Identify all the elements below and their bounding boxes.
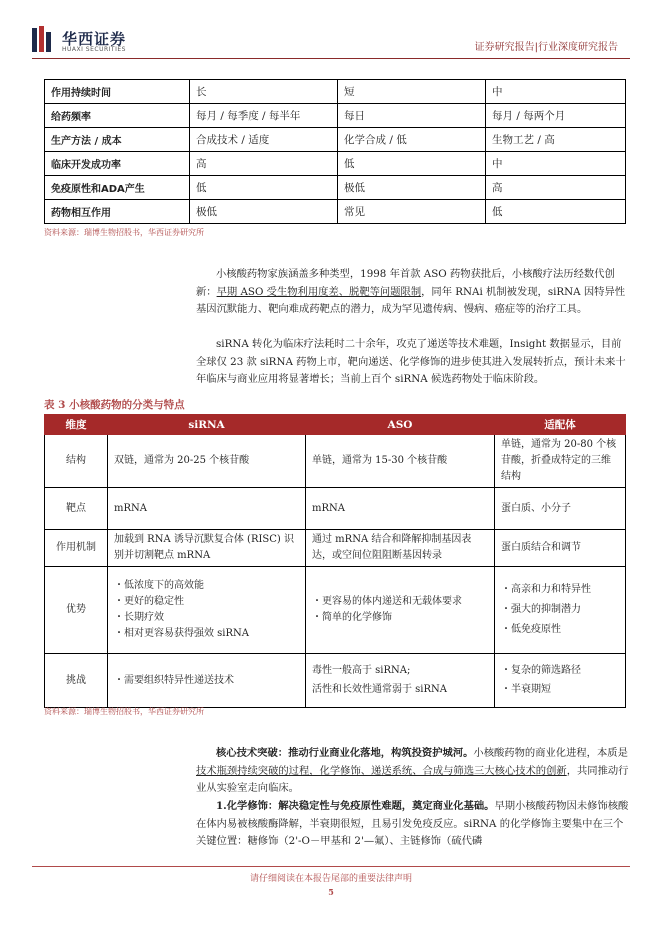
table-cell: 每日 [338, 104, 486, 128]
huaxi-logo-icon [32, 26, 54, 52]
classification-table [44, 414, 626, 708]
table-cell: 长 [190, 80, 338, 104]
table-cell: 低 [338, 152, 486, 176]
table-source-note: 资料来源：瑞博生物招股书，华西证券研究所 [44, 228, 204, 237]
underlined-text: 技术瓶颈持续突破的过程，化学修饰、递送系统、合成与筛选三大核心技术的创新 [196, 764, 567, 777]
bullet-item: ・半衰期短 [501, 684, 551, 695]
table-cell: 每月 / 每季度 / 每半年 [190, 104, 338, 128]
row-label: 挑战 [45, 654, 108, 708]
table-cell: 极低 [338, 176, 486, 200]
row-label: 结构 [45, 435, 108, 488]
cell-line: 活性和长效性通常弱于 siRNA [312, 684, 448, 695]
table-cell: 中 [486, 80, 626, 104]
table-cell: 双链，通常为 20-25 个核苷酸 [108, 435, 306, 488]
table-cell: 生物工艺 / 高 [486, 128, 626, 152]
table-header-row [45, 415, 626, 435]
row-label: 优势 [45, 567, 108, 654]
bullet-item: ・低免疫原性 [501, 624, 561, 635]
bullet-item: ・更好的稳定性 [114, 596, 184, 607]
table-source-note: 资料来源：瑞博生物招股书，华西证券研究所 [44, 707, 204, 716]
table-cell [108, 567, 306, 654]
table-cell [306, 654, 495, 708]
row-label: 靶点 [45, 488, 108, 530]
cell-line: 毒性一般高于 siRNA; [312, 665, 411, 676]
table-cell: 高 [486, 176, 626, 200]
table-row [45, 152, 626, 176]
underlined-text: 早期 ASO 受生物利用度差、脱靶等问题限制 [216, 285, 422, 298]
logo-chinese-name: 华西证券 [62, 30, 127, 48]
bullet-item: ・相对更容易获得强效 siRNA [114, 628, 250, 639]
table-cell: 低 [486, 200, 626, 224]
row-label: 作用持续时间 [45, 80, 190, 104]
table-cell: 合成技术 / 适度 [190, 128, 338, 152]
table-cell [495, 567, 626, 654]
table-row [45, 80, 626, 104]
paragraph-text: 小核酸药物家族涵盖多种类型，1998 年首款 ASO 药物获批后，小核酸疗法历经数代创新： [196, 268, 615, 298]
column-header: 维度 [45, 415, 108, 435]
table-cell: 蛋白质、小分子 [495, 488, 626, 530]
header-divider [32, 58, 630, 59]
bold-lead-text: 核心技术突破：推动行业商业化落地，构筑投资护城河。 [216, 747, 474, 759]
table-row [45, 104, 626, 128]
table-row [45, 654, 626, 708]
table-cell: 高 [190, 152, 338, 176]
paragraph-text: 早期小核酸药物因未修饰核酸在体内易被核酸酶降解，半衰期很短，且易引发免疫反应。siRNA 的化学修饰主要集中在三个关键位置：糖修饰（2'-O－甲基和 2'—氟）、主链修饰（硫代磷 [196, 800, 629, 847]
bullet-item: ・简单的化学修饰 [312, 612, 392, 623]
body-paragraph [196, 745, 630, 798]
bullet-item: ・高亲和力和特异性 [501, 584, 591, 595]
column-header: 适配体 [495, 415, 626, 435]
paragraph-text: siRNA 转化为临床疗法耗时二十余年，攻克了递送等技术难题，Insight 数据显示，目前全球仅 23 款 siRNA 药物上市，靶向递送、化学修饰的进步使其进入发展转折点，预计未来十年临床与商业应用将显著增长；当前上百个 siRNA 候选药物处于临床阶段。 [196, 338, 626, 385]
table-cell: 常见 [338, 200, 486, 224]
row-label: 给药频率 [45, 104, 190, 128]
table-row [45, 530, 626, 567]
table-cell [108, 654, 306, 708]
row-label: 免疫原性和ADA产生 [45, 176, 190, 200]
table-title: 表 3 小核酸药物的分类与特点 [44, 399, 185, 411]
table-cell: mRNA [108, 488, 306, 530]
legal-notice: 请仔细阅读在本报告尾部的重要法律声明 [249, 874, 412, 884]
table-cell: 单链，通常为 20-80 个核苷酸，折叠成特定的三维结构 [495, 435, 626, 488]
page-number: 5 [328, 887, 334, 897]
table-cell [306, 567, 495, 654]
body-paragraph [196, 266, 630, 319]
table-cell: 化学合成 / 低 [338, 128, 486, 152]
body-paragraph [196, 336, 630, 389]
row-label: 药物相互作用 [45, 200, 190, 224]
table-row [45, 435, 626, 488]
table-row [45, 200, 626, 224]
bullet-item: ・长期疗效 [114, 612, 164, 623]
table-cell: mRNA [306, 488, 495, 530]
table-row [45, 567, 626, 654]
table-row [45, 488, 626, 530]
body-paragraph [196, 798, 630, 851]
report-type-label: 证券研究报告|行业深度研究报告 [474, 42, 618, 53]
bullet-item: ・低浓度下的高效能 [114, 580, 204, 591]
table-row [45, 176, 626, 200]
row-label: 临床开发成功率 [45, 152, 190, 176]
table-cell: 短 [338, 80, 486, 104]
bullet-item: ・更容易的体内递送和无载体要求 [312, 596, 462, 607]
row-label: 生产方法 / 成本 [45, 128, 190, 152]
bullet-item: ・强大的抑制潜力 [501, 604, 581, 615]
table-cell: 加载到 RNA 诱导沉默复合体 (RISC) 识别并切割靶点 mRNA [108, 530, 306, 567]
paragraph-text: 小核酸药物的商业化进程，本质是 [473, 747, 628, 759]
logo-english-name: HUAXI SECURITIES [62, 46, 126, 53]
table-cell: 低 [190, 176, 338, 200]
table-row [45, 128, 626, 152]
comparison-table [44, 79, 626, 224]
table-cell: 每月 / 每两个月 [486, 104, 626, 128]
bullet-item: ・复杂的筛选路径 [501, 665, 581, 676]
footer-divider [32, 866, 630, 867]
table-cell [495, 654, 626, 708]
table-cell: 极低 [190, 200, 338, 224]
column-header: siRNA [108, 415, 306, 435]
table-cell: 单链，通常为 15-30 个核苷酸 [306, 435, 495, 488]
paragraph-text: ，共同推动行业从实验室走向临床。 [196, 764, 629, 794]
row-label: 作用机制 [45, 530, 108, 567]
table-cell: 通过 mRNA 结合和降解抑制基因表达，或空间位阻阻断基因转录 [306, 530, 495, 567]
paragraph-text: ，同年 RNAi 机制被发现，siRNA 因特异性基因沉默能力、靶向难成药靶点的潜力，成为罕见遗传病、慢病、癌症等的治疗工具。 [196, 285, 626, 315]
bullet-item: ・需要组织特异性递送技术 [114, 674, 234, 686]
table-cell: 蛋白质结合和调节 [495, 530, 626, 567]
bold-lead-text: 1.化学修饰：解决稳定性与免疫原性难题，奠定商业化基础。 [216, 800, 495, 812]
table-cell: 中 [486, 152, 626, 176]
column-header: ASO [306, 415, 495, 435]
